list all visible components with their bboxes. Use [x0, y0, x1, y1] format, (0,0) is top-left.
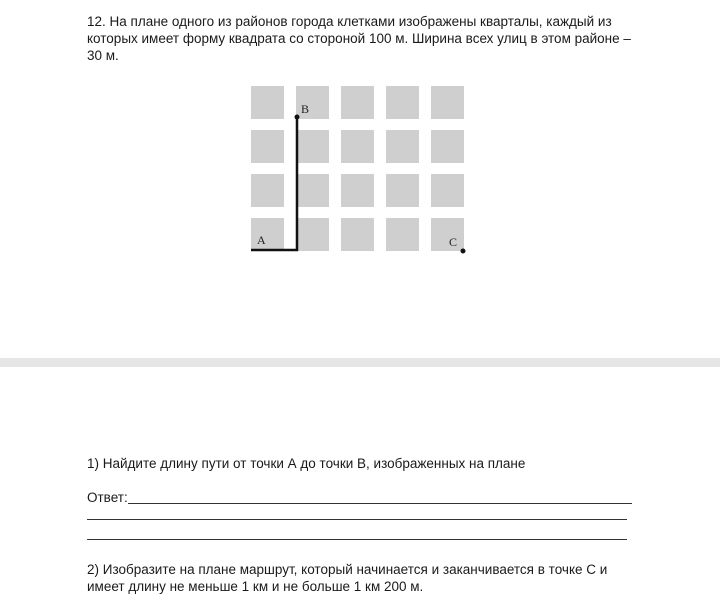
city-block — [341, 86, 374, 119]
city-block — [341, 174, 374, 207]
point-c-label: C — [449, 235, 458, 249]
answer-blank-line-1[interactable] — [87, 519, 627, 520]
district-plan — [0, 0, 720, 270]
city-block — [296, 218, 329, 251]
city-block — [251, 218, 284, 251]
city-block — [251, 130, 284, 163]
city-block — [296, 174, 329, 207]
problem-statement: 12. На плане одного из районов города клетками изображены кварталы, каждый из которых имеет форму квадрата со стороной 100 м. Ширина всех улиц в этом районе – 30 м. — [87, 14, 631, 63]
city-block — [431, 174, 464, 207]
question-1: 1) Найдите длину пути от точки А до точки В, изображенных на плане — [87, 456, 526, 471]
answer-blank-line-2[interactable] — [87, 539, 627, 540]
point-a-label: A — [257, 233, 266, 247]
city-block — [386, 174, 419, 207]
city-block — [431, 218, 464, 251]
answer-label: Ответ: — [87, 490, 128, 505]
city-block — [431, 86, 464, 119]
answer-row — [87, 489, 632, 506]
city-block — [386, 218, 419, 251]
city-block — [431, 130, 464, 163]
city-block — [386, 86, 419, 119]
city-blocks — [251, 86, 464, 251]
city-block — [296, 130, 329, 163]
point-b-label: B — [301, 102, 310, 116]
city-block — [251, 86, 284, 119]
city-block — [341, 130, 374, 163]
question-2: 2) Изобразите на плане маршрут, который начинается и заканчивается в точке С и имеет длину не меньше 1 км и не больше 1 км 200 м. — [87, 562, 608, 594]
page-separator — [0, 358, 720, 367]
answer-line[interactable] — [128, 503, 632, 504]
city-block — [386, 130, 419, 163]
point-b-marker — [295, 115, 300, 120]
city-block — [341, 218, 374, 251]
point-c-marker — [461, 249, 466, 254]
city-block — [251, 174, 284, 207]
